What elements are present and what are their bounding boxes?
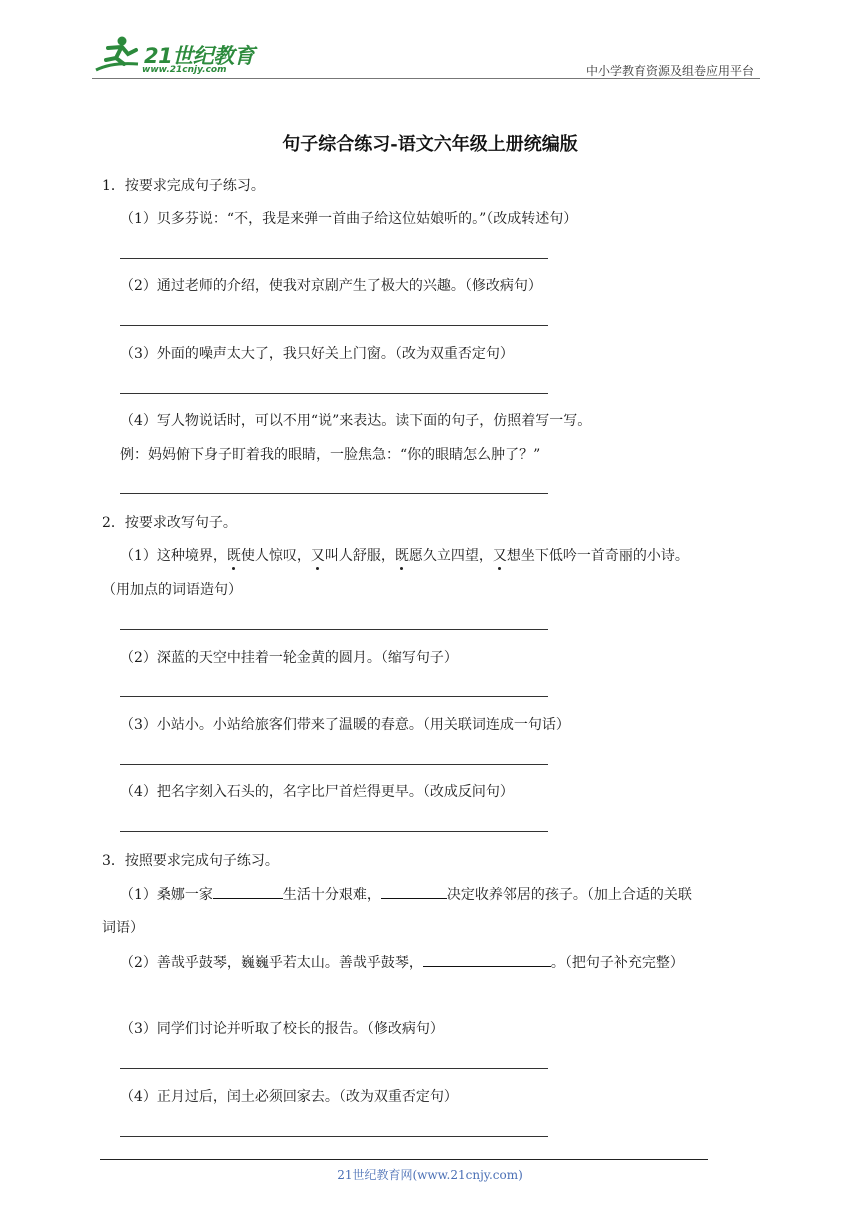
fill-blank[interactable] (381, 883, 447, 899)
answer-line (120, 258, 548, 259)
q3-sub1-part: 决定收养邻居的孩子。（加上合适的关联 (446, 887, 692, 903)
q1-sub1: （1）贝多芬说：“不，我是来弹一首曲子给这位姑娘听的。”（改成转述句） (120, 211, 578, 227)
fill-blank[interactable] (423, 951, 551, 967)
logo-url: www.21cnjy.com (142, 65, 227, 75)
answer-line (120, 764, 548, 765)
logo-text: 21世纪教育 (144, 44, 255, 68)
platform-name: 中小学教育资源及组卷应用平台 (585, 64, 754, 78)
runner-logo-icon (92, 34, 144, 76)
q3-sub4: （4）正月过后，闰土必须回家去。（改为双重否定句） (120, 1089, 458, 1105)
header-divider (92, 78, 760, 79)
q1-sub3: （3）外面的噪声太大了，我只好关上门窗。（改为双重否定句） (120, 346, 514, 362)
q3-stem: 3．按照要求完成句子练习。 (102, 853, 279, 869)
dotted-word: 又 (492, 548, 507, 564)
q2-sub1-part: 使人惊叹， (240, 548, 311, 564)
dotted-word: 又 (310, 548, 325, 564)
q2-sub2: （2）深蓝的天空中挂着一轮金黄的圆月。（缩写句子） (120, 650, 458, 666)
q2-sub1-part: 叫人舒服， (324, 548, 395, 564)
q2-sub1-part: 想坐下低吟一首奇丽的小诗。 (506, 548, 689, 564)
q2-sub1 (120, 545, 689, 565)
answer-line (120, 831, 548, 832)
q2-sub3: （3）小站小。小站给旅客们带来了温暖的春意。（用关联词连成一句话） (120, 717, 570, 733)
page-title: 句子综合练习-语文六年级上册统编版 (282, 134, 578, 155)
answer-line (120, 629, 548, 630)
q3-sub2 (120, 951, 684, 972)
answer-line (120, 393, 548, 394)
logo (92, 34, 262, 76)
q1-sub4-example: 例：妈妈俯下身子盯着我的眼睛，一脸焦急：“你的眼睛怎么肿了？” (120, 447, 541, 463)
q1-sub4: （4）写人物说话时，可以不用“说”来表达。读下面的句子，仿照着写一写。 (120, 413, 592, 429)
q2-sub4: （4）把名字刻入石头的，名字比尸首烂得更早。（改成反问句） (120, 784, 514, 800)
dotted-word: 既 (226, 548, 241, 564)
page-header (92, 30, 760, 82)
footer-link[interactable]: 21世纪教育网(www.21cnjy.com) (337, 1168, 523, 1182)
answer-line (120, 696, 548, 697)
q2-sub1-part: 愿久立四望， (408, 548, 493, 564)
q3-sub1-part: 生活十分艰难， (282, 887, 381, 903)
q3-sub1 (120, 883, 692, 904)
dotted-word: 既 (394, 548, 409, 564)
answer-line (120, 325, 548, 326)
q2-stem: 2．按要求改写句子。 (102, 515, 237, 531)
answer-line (120, 1136, 548, 1137)
q2-sub1-continued: （用加点的词语造句） (102, 582, 242, 598)
q1-sub2: （2）通过老师的介绍，使我对京剧产生了极大的兴趣。（修改病句） (120, 278, 542, 294)
q3-sub3: （3）同学们讨论并听取了校长的报告。（修改病句） (120, 1021, 444, 1037)
answer-line (120, 1068, 548, 1069)
q3-sub2-part: （2）善哉乎鼓琴，巍巍乎若太山。善哉乎鼓琴， (120, 955, 423, 971)
q3-sub2-part: 。（把句子补充完整） (550, 955, 684, 971)
answer-line (120, 493, 548, 494)
q3-sub1-continued: 词语） (102, 920, 144, 936)
q1-stem: 1．按要求完成句子练习。 (102, 178, 265, 194)
fill-blank[interactable] (213, 883, 283, 899)
q2-sub1-part: （1）这种境界， (120, 548, 227, 564)
q3-sub1-part: （1）桑娜一家 (120, 887, 213, 903)
footer-divider (100, 1159, 708, 1160)
